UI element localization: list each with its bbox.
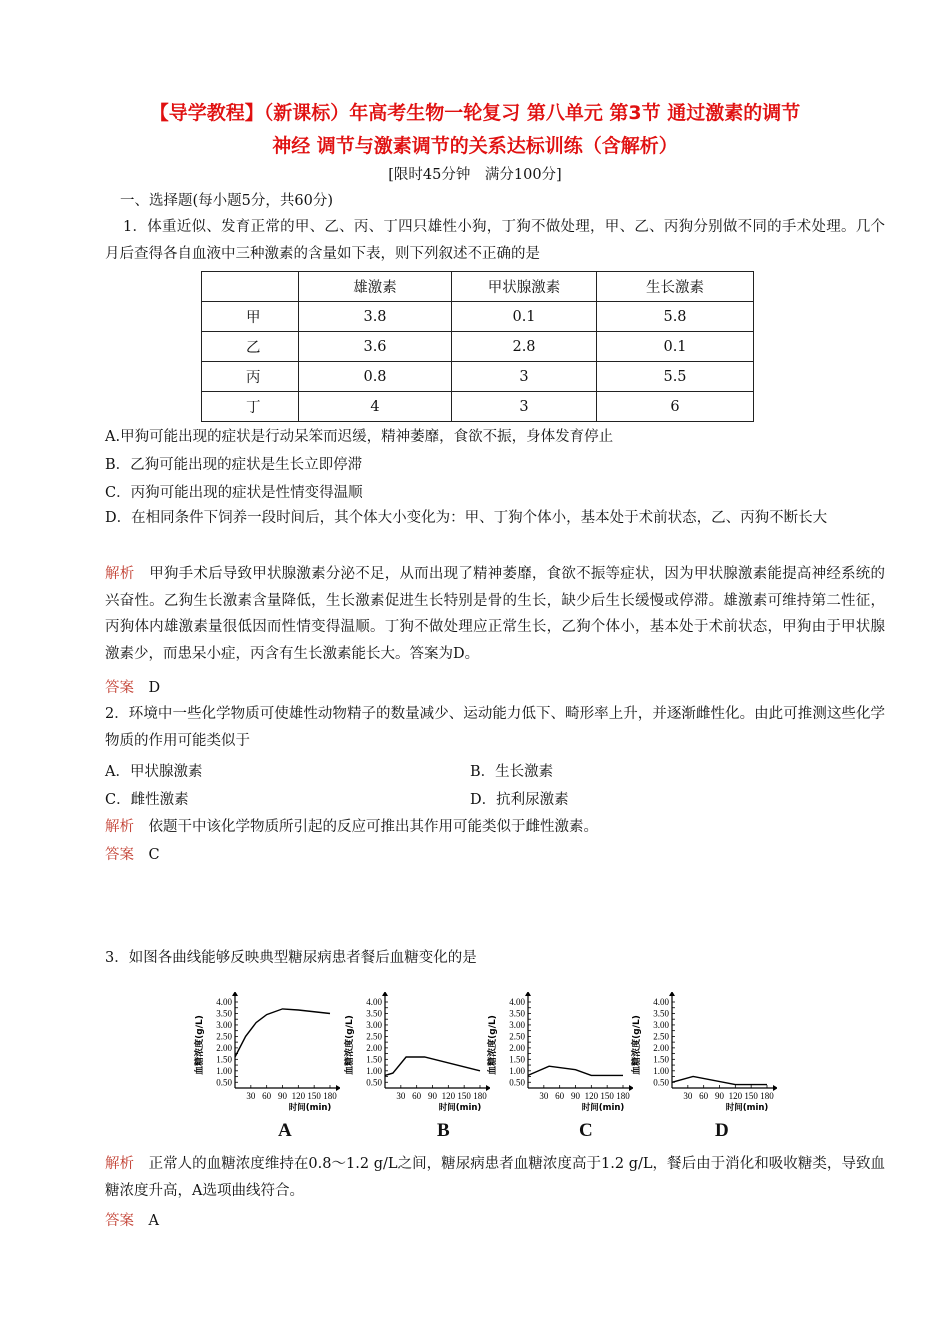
y-axis-arrow bbox=[232, 992, 238, 996]
y-tick-label: 2.50 bbox=[509, 1031, 525, 1042]
x-tick-label: 150 bbox=[744, 1091, 758, 1101]
y-tick-label: 1.50 bbox=[653, 1054, 669, 1065]
table-header-row bbox=[202, 272, 754, 302]
y-tick-label: 2.50 bbox=[366, 1031, 382, 1042]
table-cell: 0.1 bbox=[597, 332, 754, 362]
y-tick-label: 3.00 bbox=[366, 1019, 382, 1030]
y-axis-label: 血糖浓度(g/L) bbox=[195, 1015, 205, 1075]
y-tick-label: 2.00 bbox=[366, 1042, 382, 1053]
chart-label-d: D bbox=[715, 1120, 729, 1141]
table-cell: 3 bbox=[452, 392, 597, 422]
y-tick-label: 3.00 bbox=[509, 1019, 525, 1030]
q1-stem: 1．体重近似、发育正常的甲、乙、丙、丁四只雄性小狗，丁狗不做处理，甲、乙、丙狗分别做不同的手术处理。几个月后查得各自血液中三种激素的含量如下表，则下列叙述不正确的是 bbox=[105, 219, 885, 262]
table-cell: 乙 bbox=[202, 332, 299, 362]
table-cell: 生长激素 bbox=[597, 272, 754, 302]
chart-b bbox=[340, 992, 490, 1118]
series-line bbox=[235, 1009, 330, 1057]
analysis-label: 解析 bbox=[105, 819, 134, 835]
y-tick-label: 1.50 bbox=[509, 1054, 525, 1065]
x-tick-label: 120 bbox=[291, 1091, 306, 1101]
answer-value: A bbox=[148, 1213, 159, 1229]
x-tick-label: 60 bbox=[262, 1091, 272, 1101]
y-tick-label: 0.50 bbox=[509, 1077, 525, 1088]
q1-option-d: D．在相同条件下饲养一段时间后，其个体大小变化为：甲、丁狗个体小，基本处于术前状态，乙、丙狗不断长大 bbox=[105, 510, 828, 526]
x-tick-label: 60 bbox=[555, 1091, 565, 1101]
y-tick-label: 1.50 bbox=[366, 1054, 382, 1065]
table-cell: 6 bbox=[597, 392, 754, 422]
table-cell: 甲 bbox=[202, 302, 299, 332]
q3-answer bbox=[105, 1209, 159, 1230]
x-axis-label: 时间(min) bbox=[581, 1103, 625, 1113]
y-tick-label: 1.00 bbox=[509, 1065, 525, 1076]
y-axis-arrow bbox=[382, 992, 388, 996]
y-tick-label: 0.50 bbox=[216, 1077, 232, 1088]
table-cell: 5.5 bbox=[597, 362, 754, 392]
x-tick-label: 150 bbox=[600, 1091, 614, 1101]
table-row bbox=[202, 362, 754, 392]
answer-label: 答案 bbox=[105, 847, 134, 863]
q2-option-c: C．雌性激素 bbox=[105, 792, 189, 808]
table-cell: 雄激素 bbox=[299, 272, 452, 302]
y-tick-label: 4.00 bbox=[366, 997, 382, 1007]
chart-label-b: B bbox=[437, 1120, 450, 1141]
x-tick-label: 60 bbox=[412, 1091, 422, 1101]
table-row bbox=[202, 392, 754, 422]
y-tick-label: 2.50 bbox=[216, 1031, 232, 1042]
series-line bbox=[672, 1077, 767, 1085]
chart-d bbox=[627, 992, 777, 1118]
answer-label: 答案 bbox=[105, 680, 134, 696]
analysis-text: 依题干中该化学物质所引起的反应可推出其作用可能类似于雌性激素。 bbox=[148, 819, 598, 835]
table-row bbox=[202, 302, 754, 332]
q2-option-d: D．抗利尿激素 bbox=[470, 792, 569, 808]
table-cell: 甲状腺激素 bbox=[452, 272, 597, 302]
x-tick-label: 180 bbox=[760, 1091, 774, 1101]
table-row bbox=[202, 332, 754, 362]
answer-label: 答案 bbox=[105, 1213, 134, 1229]
x-tick-label: 180 bbox=[616, 1091, 630, 1101]
hormone-table bbox=[201, 271, 754, 422]
y-axis-arrow bbox=[669, 992, 675, 996]
section-heading: 一、选择题(每小题5分，共60分) bbox=[120, 193, 333, 209]
analysis-label: 解析 bbox=[105, 1156, 135, 1172]
x-tick-label: 30 bbox=[396, 1091, 406, 1101]
x-tick-label: 30 bbox=[539, 1091, 549, 1101]
x-tick-label: 150 bbox=[457, 1091, 471, 1101]
x-tick-label: 30 bbox=[246, 1091, 256, 1101]
q2-option-a: A．甲状腺激素 bbox=[105, 764, 203, 780]
x-tick-label: 90 bbox=[428, 1091, 437, 1101]
series-line bbox=[528, 1066, 623, 1075]
answer-value: C bbox=[148, 847, 160, 863]
x-axis-label: 时间(min) bbox=[288, 1103, 332, 1113]
x-tick-label: 120 bbox=[441, 1091, 456, 1101]
q2-answer bbox=[105, 843, 160, 864]
x-axis-label: 时间(min) bbox=[725, 1103, 769, 1113]
x-tick-label: 90 bbox=[278, 1091, 287, 1101]
y-tick-label: 3.00 bbox=[653, 1019, 669, 1030]
analysis-text: 甲狗手术后导致甲状腺激素分泌不足，从而出现了精神萎靡，食欲不振等症状，因为甲状腺激素能提高神经系统的兴奋性。乙狗生长激素含量降低，生长激素促进生长特别是骨的生长，缺少后生长缓慢或停滞。雄激素可维持第二性征，丙狗体内雄激素量很低因而性情变得温顺。丁狗不做处理应正常生长，乙狗个体小，基本处于术前状态，甲狗由于甲状腺激素少，而患呆小症，丙含有生长激素能长大。答案为D。 bbox=[105, 566, 886, 662]
y-tick-label: 2.00 bbox=[509, 1042, 525, 1053]
y-tick-label: 2.00 bbox=[216, 1042, 232, 1053]
y-tick-label: 1.50 bbox=[216, 1054, 232, 1065]
table-cell: 5.8 bbox=[597, 302, 754, 332]
x-tick-label: 120 bbox=[728, 1091, 743, 1101]
table-cell: 0.1 bbox=[452, 302, 597, 332]
y-tick-label: 3.50 bbox=[509, 1008, 525, 1019]
x-tick-label: 180 bbox=[323, 1091, 337, 1101]
x-tick-label: 90 bbox=[715, 1091, 724, 1101]
analysis-label: 解析 bbox=[105, 566, 135, 582]
y-tick-label: 0.50 bbox=[653, 1077, 669, 1088]
q2-stem: 2．环境中一些化学物质可使雄性动物精子的数量减少、运动能力低下、畸形率上升，并逐渐雌性化。由此可推测这些化学物质的作用可能类似于 bbox=[105, 706, 885, 749]
table-cell: 2.8 bbox=[452, 332, 597, 362]
y-tick-label: 3.50 bbox=[366, 1008, 382, 1019]
q1-option-c: C．丙狗可能出现的症状是性情变得温顺 bbox=[105, 485, 363, 501]
q3-stem: 3．如图各曲线能够反映典型糖尿病患者餐后血糖变化的是 bbox=[105, 950, 477, 966]
table-cell: 3 bbox=[452, 362, 597, 392]
table-cell: 3.8 bbox=[299, 302, 452, 332]
x-tick-label: 90 bbox=[571, 1091, 580, 1101]
y-tick-label: 1.00 bbox=[366, 1065, 382, 1076]
title-line-1: 【导学教程】（新课标）年高考生物一轮复习 第八单元 第3节 通过激素的调节 bbox=[149, 102, 801, 124]
q3-analysis bbox=[105, 1151, 885, 1204]
analysis-text: 正常人的血糖浓度维持在0.8～1.2 g/L之间，糖尿病患者血糖浓度高于1.2 g/L，餐后由于消化和吸收糖类，导致血糖浓度升高，A选项曲线符合。 bbox=[105, 1156, 885, 1199]
y-axis-label: 血糖浓度(g/L) bbox=[488, 1015, 498, 1075]
title-line-2: 神经 调节与激素调节的关系达标训练（含解析） bbox=[272, 135, 678, 157]
y-tick-label: 1.00 bbox=[216, 1065, 232, 1076]
q1-option-b: B．乙狗可能出现的症状是生长立即停滞 bbox=[105, 457, 363, 473]
x-tick-label: 180 bbox=[473, 1091, 487, 1101]
q2-analysis bbox=[105, 815, 598, 836]
answer-value: D bbox=[148, 680, 161, 696]
table-cell: 4 bbox=[299, 392, 452, 422]
q1-option-a: A.甲狗可能出现的症状是行动呆笨而迟缓，精神萎靡，食欲不振，身体发育停止 bbox=[105, 429, 614, 445]
table-cell bbox=[202, 272, 299, 302]
y-tick-label: 3.50 bbox=[216, 1008, 232, 1019]
y-tick-label: 1.00 bbox=[653, 1065, 669, 1076]
q1-analysis bbox=[105, 561, 885, 667]
y-tick-label: 4.00 bbox=[509, 997, 525, 1007]
table-cell: 丁 bbox=[202, 392, 299, 422]
y-tick-label: 0.50 bbox=[366, 1077, 382, 1088]
y-tick-label: 3.00 bbox=[216, 1019, 232, 1030]
y-tick-label: 4.00 bbox=[653, 997, 669, 1007]
y-tick-label: 2.50 bbox=[653, 1031, 669, 1042]
chart-c bbox=[483, 992, 633, 1118]
y-axis-label: 血糖浓度(g/L) bbox=[632, 1015, 642, 1075]
y-axis-label: 血糖浓度(g/L) bbox=[345, 1015, 355, 1075]
x-tick-label: 60 bbox=[699, 1091, 709, 1101]
x-tick-label: 150 bbox=[307, 1091, 321, 1101]
q1-answer bbox=[105, 676, 160, 697]
series-line bbox=[385, 1057, 480, 1075]
table-cell: 3.6 bbox=[299, 332, 452, 362]
x-axis-label: 时间(min) bbox=[438, 1103, 482, 1113]
table-cell: 丙 bbox=[202, 362, 299, 392]
chart-label-c: C bbox=[579, 1120, 593, 1141]
chart-label-a: A bbox=[278, 1120, 292, 1141]
table-cell: 0.8 bbox=[299, 362, 452, 392]
y-tick-label: 4.00 bbox=[216, 997, 232, 1007]
q2-option-b: B．生长激素 bbox=[470, 764, 554, 780]
x-tick-label: 120 bbox=[584, 1091, 599, 1101]
x-tick-label: 30 bbox=[683, 1091, 693, 1101]
y-tick-label: 3.50 bbox=[653, 1008, 669, 1019]
chart-a bbox=[190, 992, 340, 1118]
y-tick-label: 2.00 bbox=[653, 1042, 669, 1053]
y-axis-arrow bbox=[525, 992, 531, 996]
subtitle: [限时45分钟 满分100分] bbox=[388, 167, 562, 183]
